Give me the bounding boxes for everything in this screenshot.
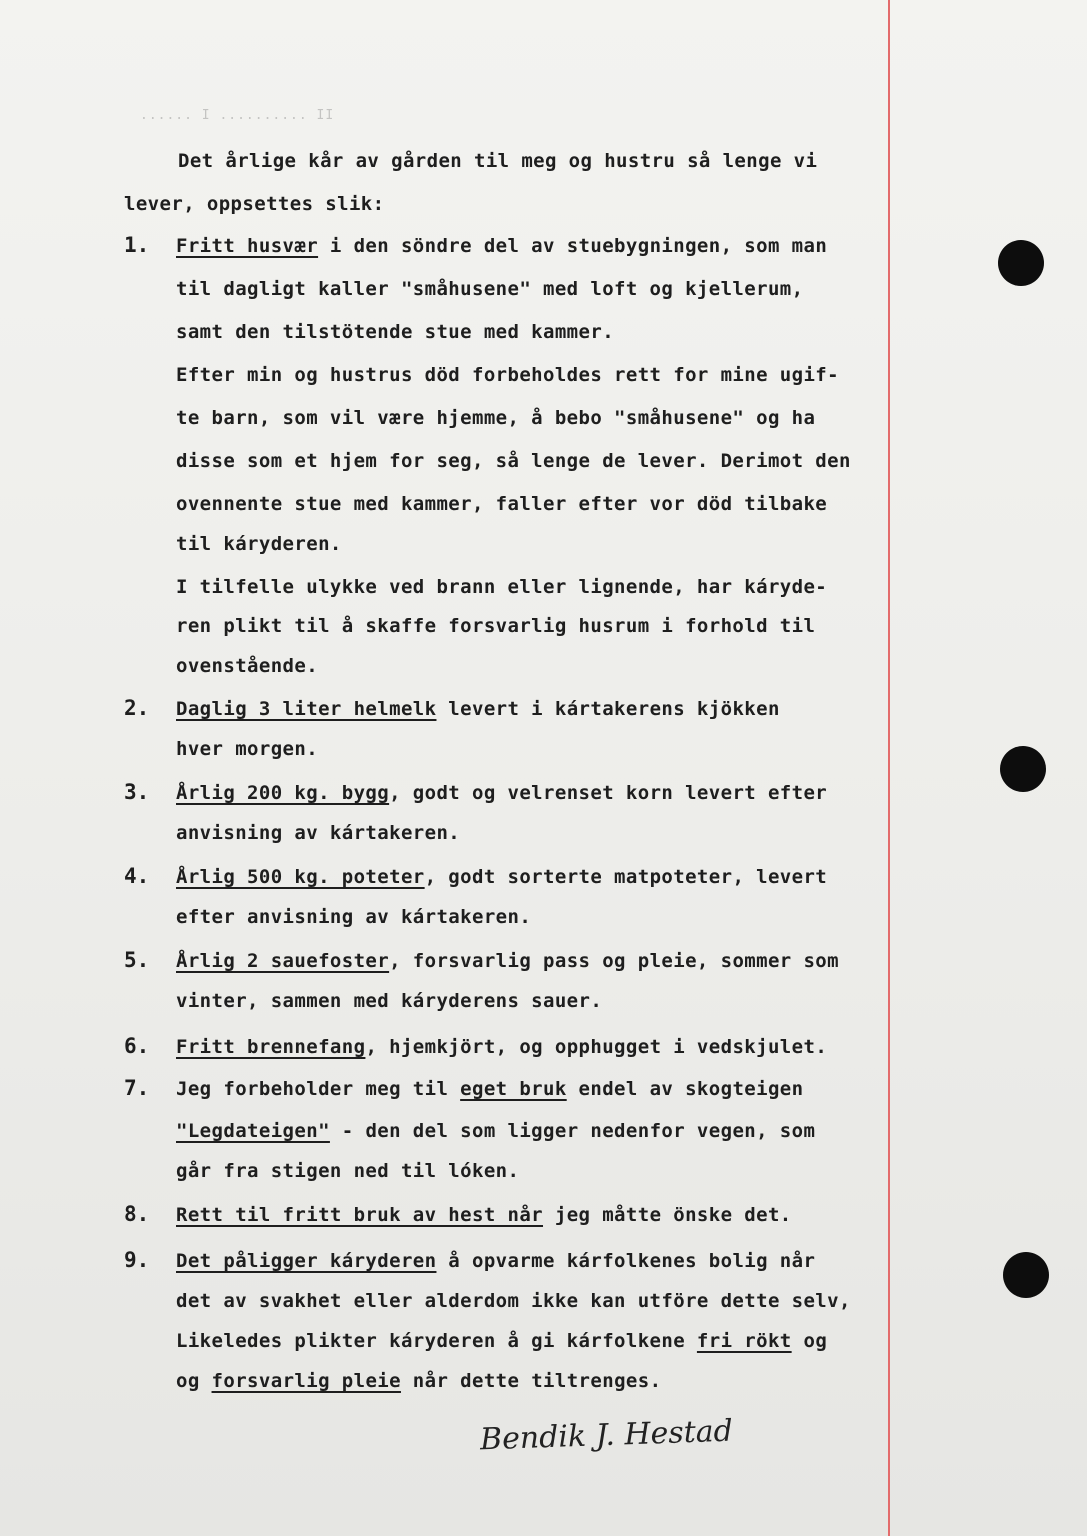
punch-hole-icon <box>1003 1252 1049 1298</box>
text-run: levert i kártakerens kjökken <box>436 698 780 720</box>
underlined-text: Årlig 500 kg. poteter <box>176 866 425 888</box>
text-run: til dagligt kaller "småhusene" med loft og kjellerum, <box>176 278 804 300</box>
text-run: endel av skogteigen <box>566 1078 804 1100</box>
text-run: , hjemkjört, og opphugget i vedskjulet. <box>365 1036 828 1058</box>
item-line <box>176 1250 815 1272</box>
item-number: 4. <box>124 864 150 888</box>
punch-hole-icon <box>998 240 1044 286</box>
item-line <box>176 235 827 257</box>
item-number: 1. <box>124 233 150 257</box>
item-line <box>176 493 827 515</box>
text-run: det av svakhet eller alderdom ikke kan utföre dette selv, <box>176 1290 851 1312</box>
text-run: i den söndre del av stuebygningen, som man <box>318 235 828 257</box>
item-line <box>176 576 827 598</box>
text-run: å opvarme kárfolkenes bolig når <box>436 1250 816 1272</box>
item-line <box>176 1330 827 1352</box>
text-run: når dette tiltrenges. <box>400 1370 662 1392</box>
item-number: 3. <box>124 780 150 804</box>
item-line <box>176 278 803 300</box>
text-run: efter anvisning av kártakeren. <box>176 906 532 928</box>
item-line <box>176 1160 519 1182</box>
text-run: I tilfelle ulykke ved brann eller lignende, har káryde- <box>176 576 828 598</box>
text-run: , forsvarlig pass og pleie, sommer som <box>389 950 839 972</box>
underlined-text: Årlig 2 sauefoster <box>176 950 390 972</box>
item-line <box>176 866 827 888</box>
item-line <box>176 407 815 429</box>
text-run: ovennente stue med kammer, faller efter vor död tilbake <box>176 493 828 515</box>
item-line <box>176 822 460 844</box>
underlined-text: Årlig 200 kg. bygg <box>176 782 390 804</box>
text-run: te barn, som vil være hjemme, å bebo "småhusene" og ha <box>176 407 816 429</box>
item-line <box>176 1290 851 1312</box>
item-number: 8. <box>124 1202 150 1226</box>
text-run: , godt sorterte matpoteter, levert <box>424 866 828 888</box>
item-number: 5. <box>124 948 150 972</box>
underlined-text: eget bruk <box>460 1078 567 1100</box>
punch-hole-icon <box>1000 746 1046 792</box>
item-line <box>176 782 827 804</box>
text-run: ren plikt til å skaffe forsvarlig husrum i forhold til <box>176 615 816 637</box>
item-line <box>176 364 839 386</box>
text-run: ovenstående. <box>176 655 319 677</box>
text-run: Efter min og hustrus död forbeholdes rett for mine ugif- <box>176 364 839 386</box>
item-line <box>176 1078 803 1100</box>
text-run: - den del som ligger nedenfor vegen, som <box>329 1120 816 1142</box>
item-line <box>176 615 815 637</box>
text-run: hver morgen. <box>176 738 319 760</box>
underlined-text: Daglig 3 liter helmelk <box>176 698 437 720</box>
item-line <box>176 950 839 972</box>
item-number: 2. <box>124 696 150 720</box>
intro-line: Det årlige kår av gården til meg og hustru så lenge vi <box>178 150 818 172</box>
item-line <box>176 1204 792 1226</box>
item-number: 9. <box>124 1248 150 1272</box>
item-line <box>176 698 780 720</box>
text-run: disse som et hjem for seg, så lenge de lever. Derimot den <box>176 450 851 472</box>
text-run: samt den tilstötende stue med kammer. <box>176 321 615 343</box>
item-line <box>176 1120 815 1142</box>
text-run: vinter, sammen med káryderens sauer. <box>176 990 603 1012</box>
red-margin-line <box>888 0 890 1536</box>
item-line <box>176 738 318 760</box>
underlined-text: Rett til fritt bruk av hest når <box>176 1204 544 1226</box>
text-run: Jeg forbeholder meg til <box>176 1078 461 1100</box>
underlined-text: "Legdateigen" <box>176 1120 330 1142</box>
underlined-text: Fritt brennefang <box>176 1036 366 1058</box>
text-run: til káryderen. <box>176 533 342 555</box>
underlined-text: fri rökt <box>696 1330 792 1352</box>
underlined-text: forsvarlig pleie <box>211 1370 401 1392</box>
text-run: anvisning av kártakeren. <box>176 822 461 844</box>
item-line <box>176 990 602 1012</box>
item-line <box>176 450 851 472</box>
item-number: 6. <box>124 1034 150 1058</box>
text-run: går fra stigen ned til lóken. <box>176 1160 520 1182</box>
text-run: og <box>791 1330 828 1352</box>
item-line <box>176 1370 661 1392</box>
item-line <box>176 655 318 677</box>
item-line <box>176 321 614 343</box>
underlined-text: Fritt husvær <box>176 235 319 257</box>
handwritten-signature: Bendik J. Hestad <box>479 1413 734 1458</box>
item-line <box>176 1036 827 1058</box>
item-line <box>176 533 342 555</box>
text-run: jeg måtte önske det. <box>543 1204 792 1226</box>
text-run: og <box>176 1370 212 1392</box>
text-run: Likeledes plikter káryderen å gi kárfolkene <box>176 1330 697 1352</box>
text-run: , godt og velrenset korn levert efter <box>389 782 828 804</box>
item-number: 7. <box>124 1076 150 1100</box>
intro-line: lever, oppsettes slik: <box>124 193 385 215</box>
underlined-text: Det påligger káryderen <box>176 1250 437 1272</box>
faint-header: ...... I .......... II <box>140 108 335 123</box>
item-line <box>176 906 531 928</box>
